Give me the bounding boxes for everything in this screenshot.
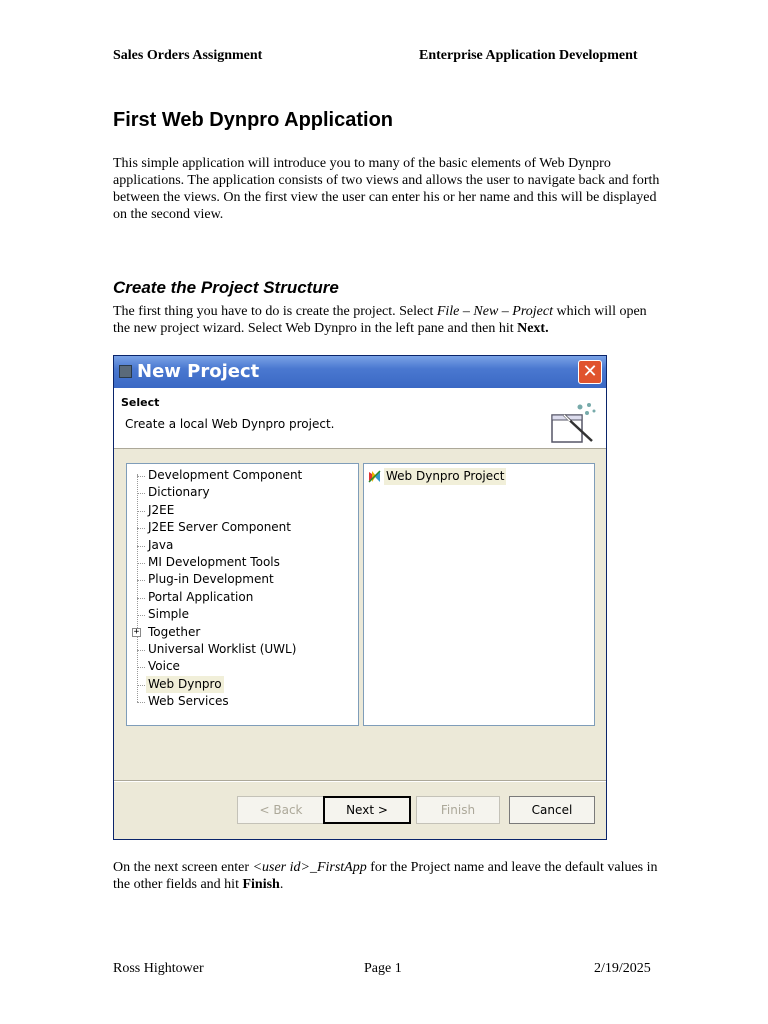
wizard-banner (114, 388, 606, 449)
instructions-paragraph (113, 303, 661, 337)
tree-item-together[interactable] (127, 624, 358, 641)
tree-item-label: Simple (148, 607, 189, 622)
tree-connector (137, 528, 145, 529)
tree-item-dictionary[interactable] (127, 484, 358, 501)
tree-connector (137, 702, 145, 703)
app-icon (119, 365, 132, 378)
tree-connector (137, 476, 145, 477)
tree-connector (137, 667, 145, 668)
back-button[interactable]: < Back (237, 796, 325, 824)
tree-item-label: J2EE (148, 502, 175, 517)
section-heading: Create the Project Structure (113, 278, 339, 297)
footer-page: Page 1 (364, 961, 402, 976)
tree-connector (137, 650, 145, 651)
followup-text-3: . (279, 877, 284, 892)
tree-item-web-services[interactable] (127, 693, 358, 710)
tree-item-label: Portal Application (148, 589, 254, 604)
tree-item-label: Development Component (148, 468, 303, 482)
tree-connector (137, 563, 145, 564)
tree-connector (137, 546, 145, 547)
close-button[interactable]: ✕ (578, 360, 602, 384)
tree-item-label: J2EE Server Component (148, 520, 291, 535)
tree-item-j2ee[interactable] (127, 502, 358, 519)
expand-icon[interactable]: + (133, 626, 140, 637)
project-name-hint: <user id>_FirstApp (252, 860, 367, 875)
tree-connector (137, 598, 145, 599)
tree-connector (137, 615, 145, 616)
button-separator (114, 780, 606, 782)
tree-item-label: Web Dynpro (148, 676, 222, 691)
cancel-button[interactable]: Cancel (509, 796, 595, 824)
header-right: Enterprise Application Development (419, 48, 638, 63)
finish-button[interactable]: Finish (416, 796, 500, 824)
banner-title: Select (121, 396, 160, 409)
intro-paragraph: This simple application will introduce you to many of the basic elements of Web Dynpro applications. The application consists of two views and allows the user to navigate back and forth between the views. On the first view the user can enter his or her name and this will be displayed on the second view. (113, 156, 660, 222)
footer-date: 2/19/2025 (594, 961, 651, 976)
tree-item-development-component[interactable] (127, 467, 358, 484)
tree-item-java[interactable] (127, 537, 358, 554)
web-dynpro-project-icon (368, 470, 381, 483)
tree-item-label: Dictionary (148, 485, 210, 500)
tree-item-label: Together (148, 624, 201, 639)
followup-text-2: for the Project name and leave the default values in the other fields and hit (113, 860, 658, 892)
tree-item-label: Java (148, 537, 174, 552)
banner-description: Create a local Web Dynpro project. (125, 417, 335, 431)
instructions-text-2: which will open the new project wizard. Select Web Dynpro in the left pane and then hit (113, 304, 647, 336)
tree-item-simple[interactable] (127, 606, 358, 623)
footer-author: Ross Hightower (113, 961, 204, 976)
tree-item-portal-application[interactable] (127, 589, 358, 606)
new-project-dialog (113, 355, 607, 840)
tree-item-label: Web Services (148, 694, 229, 709)
tree-item-label: Plug-in Development (148, 572, 274, 587)
page-title: First Web Dynpro Application (113, 109, 394, 131)
wizard-list[interactable] (363, 463, 595, 726)
tree-item-label: MI Development Tools (148, 554, 280, 569)
tree-item-mi-development-tools[interactable] (127, 554, 358, 571)
tree-connector (137, 493, 145, 494)
followup-text-1: On the next screen enter (113, 860, 253, 875)
tree-connector (137, 685, 145, 686)
followup-paragraph (113, 859, 661, 893)
finish-emphasis: Finish (242, 877, 280, 892)
wizard-item-label: Web Dynpro Project (386, 469, 505, 483)
tree-connector (137, 511, 145, 512)
dialog-titlebar[interactable] (114, 356, 606, 388)
tree-connector (137, 580, 145, 581)
category-tree[interactable] (126, 463, 359, 726)
tree-item-web-dynpro[interactable] (127, 676, 358, 693)
tree-item-label: Universal Worklist (UWL) (148, 641, 297, 656)
tree-item-label: Voice (148, 659, 180, 674)
tree-item-plug-in-development[interactable] (127, 571, 358, 588)
instructions-text-1: The first thing you have to do is create the project. Select (113, 304, 437, 319)
next-button[interactable]: Next > (323, 796, 411, 824)
new-wizard-icon (550, 401, 596, 445)
tree-item-universal-worklist-uwl[interactable] (127, 641, 358, 658)
tree-list (127, 467, 358, 710)
next-emphasis: Next. (517, 321, 549, 336)
dialog-title: New Project (137, 361, 260, 382)
menu-path: File – New – Project (436, 304, 553, 319)
tree-item-voice[interactable] (127, 658, 358, 675)
header-left: Sales Orders Assignment (113, 48, 263, 63)
tree-item-j2ee-server-component[interactable] (127, 519, 358, 536)
